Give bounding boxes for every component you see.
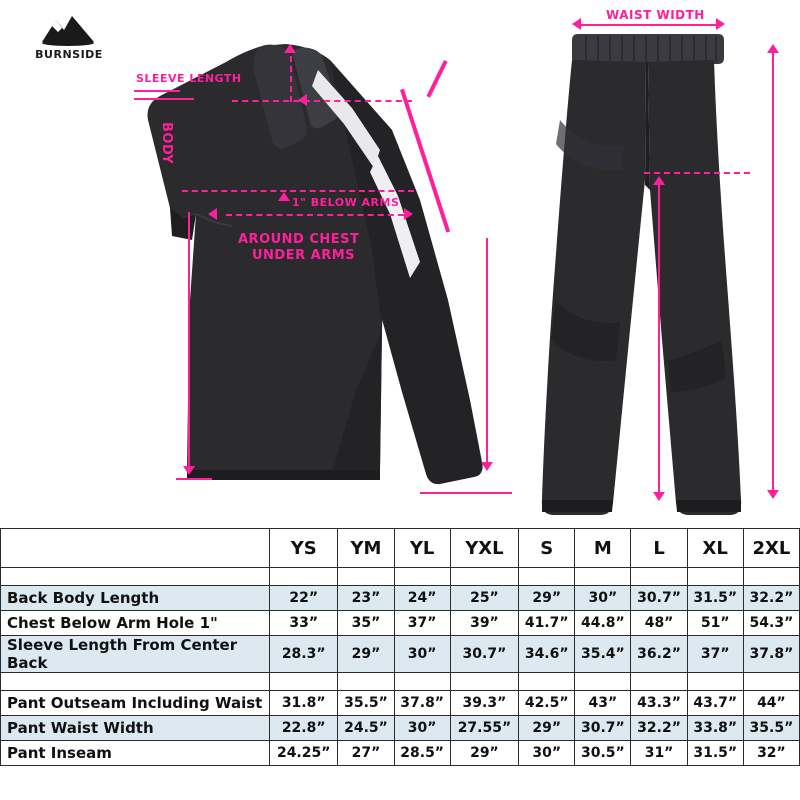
spacer-cell [270,673,338,691]
spacer-cell [743,568,799,586]
cell-value: 25” [450,586,518,611]
cell-value: 37.8” [394,691,450,716]
cell-value: 37.8” [743,636,799,673]
sleeve-measure-arrow-down [481,462,493,471]
header-cell-measure [1,529,270,568]
pant-outseam-measure-line [772,48,774,494]
spacer-cell [519,568,575,586]
cell-value: 24.25” [270,741,338,766]
sleeve-cuff-line [420,492,512,494]
spacer-cell [687,673,743,691]
cell-value: 41.7” [519,611,575,636]
mountain-logo-icon [40,12,96,46]
header-cell-yxl: YXL [450,529,518,568]
header-cell-2xl: 2XL [743,529,799,568]
table-row [1,691,800,716]
shoulder-arrow-left [298,94,307,106]
cell-value: 31.5” [687,741,743,766]
below-arms-arrow-up [278,192,290,201]
table-row [1,741,800,766]
spacer-cell [575,568,631,586]
cell-value: 32.2” [631,716,687,741]
table-header [1,529,800,568]
cell-value: 33.8” [687,716,743,741]
cell-value: 32.2” [743,586,799,611]
spacer-cell [631,568,687,586]
spacer-cell [338,568,394,586]
waist-width-line [580,24,722,26]
cell-value: 32” [743,741,799,766]
row-label-sleeve-length: Sleeve Length From Center Back [1,636,270,673]
annotation-waist-width-label: WAIST WIDTH [606,8,705,22]
row-label-chest-below-arm-hole: Chest Below Arm Hole 1" [1,611,270,636]
sleeve-length-leader-line-2 [134,98,194,100]
cell-value: 29” [519,716,575,741]
cell-value: 27” [338,741,394,766]
cell-value: 28.5” [394,741,450,766]
cell-value: 27.55” [450,716,518,741]
cell-value: 43.7” [687,691,743,716]
table-spacer-row-top [1,568,800,586]
cell-value: 35” [338,611,394,636]
cell-value: 51” [687,611,743,636]
annotation-sleeve-length-label: SLEEVE LENGTH [136,72,242,85]
row-label-pant-inseam: Pant Inseam [1,741,270,766]
annotation-below-arms-label: 1" BELOW ARMS [292,196,400,209]
table-row [1,611,800,636]
header-cell-m: M [575,529,631,568]
cell-value: 30.7” [575,716,631,741]
cell-value: 30” [575,586,631,611]
cell-value: 48” [631,611,687,636]
brand-logo [14,12,124,72]
cell-value: 36.2” [631,636,687,673]
cell-value: 39” [450,611,518,636]
cell-value: 30.7” [631,586,687,611]
cell-value: 35.5” [338,691,394,716]
quarter-zip-jacket-illustration [148,44,483,484]
table-row [1,716,800,741]
pant-outseam-arrow-up [767,44,779,53]
pant-inseam-arrow-down [653,492,665,501]
chest-arrow-left [208,208,217,220]
center-back-dashed-line [290,46,292,102]
size-chart-table [0,528,800,766]
track-pant-illustration [542,34,741,515]
waist-width-arrow-right [716,18,725,30]
spacer-cell [394,673,450,691]
pant-inseam-measure-line [658,180,660,496]
cell-value: 24.5” [338,716,394,741]
shoulder-dashed-line [232,100,412,102]
cell-value: 33” [270,611,338,636]
annotation-under-arms-label: UNDER ARMS [252,248,356,263]
spacer-cell [631,673,687,691]
cell-value: 29” [338,636,394,673]
cell-value: 30” [519,741,575,766]
cell-value: 23” [338,586,394,611]
row-label-pant-waist-width: Pant Waist Width [1,716,270,741]
cell-value: 30.7” [450,636,518,673]
cell-value: 22” [270,586,338,611]
below-arms-dashed-line [182,190,414,192]
row-label-pant-outseam: Pant Outseam Including Waist [1,691,270,716]
table-row [1,636,800,673]
cell-value: 37” [394,611,450,636]
cell-value: 30” [394,636,450,673]
cell-value: 24” [394,586,450,611]
body-length-measure-line [188,212,190,470]
cell-value: 44” [743,691,799,716]
spacer-cell [1,568,270,586]
spacer-cell [450,568,518,586]
spacer-cell [743,673,799,691]
header-cell-xl: XL [687,529,743,568]
spacer-cell [1,673,270,691]
cell-value: 30” [394,716,450,741]
spacer-cell [450,673,518,691]
cell-value: 31” [631,741,687,766]
pant-outseam-arrow-down [767,490,779,499]
cell-value: 29” [450,741,518,766]
cell-value: 39.3” [450,691,518,716]
cell-value: 31.5” [687,586,743,611]
cell-value: 34.6” [519,636,575,673]
cell-value: 54.3” [743,611,799,636]
cell-value: 43” [575,691,631,716]
waist-width-arrow-left [572,18,581,30]
spacer-cell [687,568,743,586]
header-cell-l: L [631,529,687,568]
cell-value: 31.8” [270,691,338,716]
table-spacer-row-middle [1,673,800,691]
cell-value: 22.8” [270,716,338,741]
jacket-hem-line-left [176,478,212,480]
pant-crotch-dashed-line [644,172,750,174]
header-cell-s: S [519,529,575,568]
cell-value: 35.5” [743,716,799,741]
center-back-arrow-up [284,44,296,53]
cell-value: 35.4” [575,636,631,673]
cell-value: 28.3” [270,636,338,673]
spacer-cell [575,673,631,691]
cell-value: 42.5” [519,691,575,716]
cell-value: 44.8” [575,611,631,636]
header-cell-yl: YL [394,529,450,568]
table-body [1,568,800,766]
table-header-row [1,529,800,568]
spacer-cell [519,673,575,691]
sleeve-measure-line [486,238,488,466]
cell-value: 30.5” [575,741,631,766]
spacer-cell [338,673,394,691]
cell-value: 29” [519,586,575,611]
pant-inseam-arrow-up [653,176,665,185]
body-length-arrow-down [183,466,195,475]
cell-value: 37” [687,636,743,673]
chest-dashed-line [226,214,404,216]
table-row [1,586,800,611]
header-cell-ys: YS [270,529,338,568]
annotation-body-label: BODY [159,122,174,165]
annotation-around-chest-label: AROUND CHEST [238,232,360,247]
sleeve-length-leader-line [134,90,180,92]
cell-value: 43.3” [631,691,687,716]
spacer-cell [270,568,338,586]
header-cell-ym: YM [338,529,394,568]
chest-arrow-right [404,208,413,220]
spacer-cell [394,568,450,586]
row-label-back-body-length: Back Body Length [1,586,270,611]
brand-name: BURNSIDE [35,48,103,61]
